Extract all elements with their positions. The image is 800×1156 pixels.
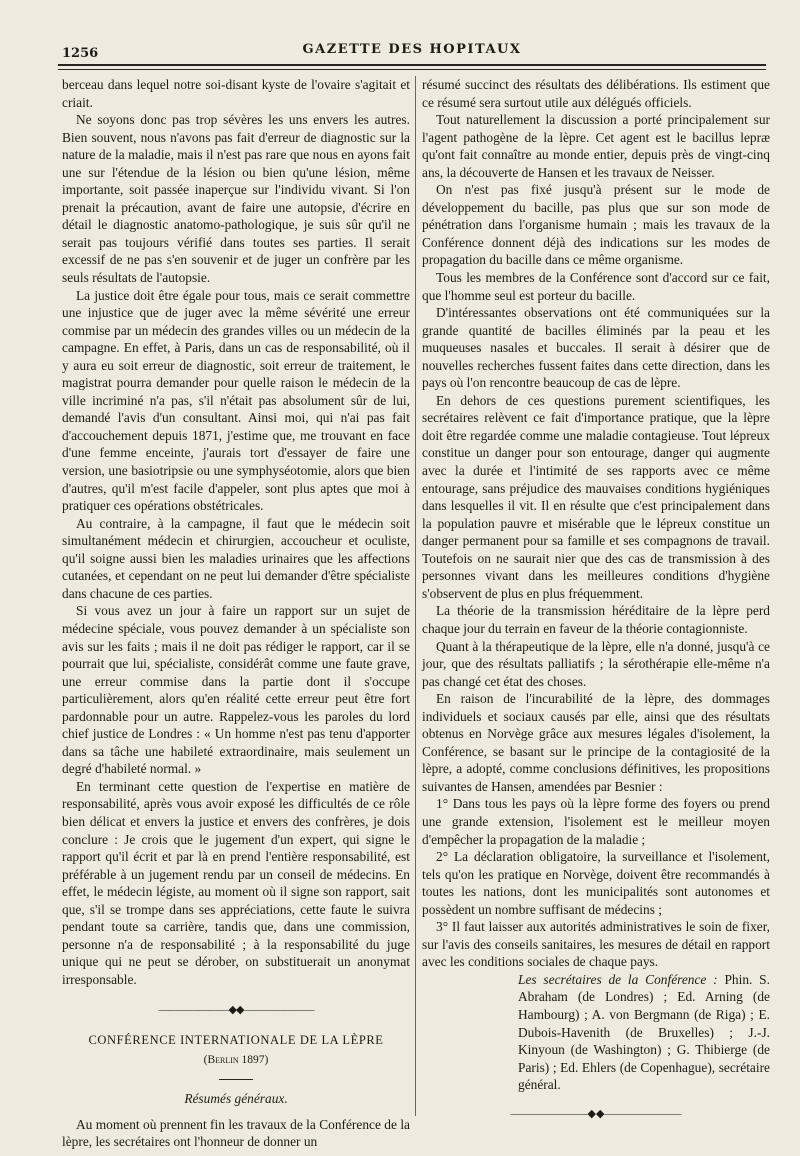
paragraph: Si vous avez un jour à faire un rapport sur un sujet de médecine spéciale, vous pouvez demander à un spécialiste son avis sur les faits ; mais il ne doit pas rédiger le rapport, car il se pourrait que lui, spécialiste, considérât comme une faute grave, une erreur commise dans la partie dont il s'occupe particulièrement, alors qu'en réalité cette erreur peut être fort pardonnable pour un autre. Rappelez-vous les paroles du lord chief justice de Londres : « Un homme n'est pas tenu d'apporter dans sa tâche une habileté extraordinaire, mais seulement un degré d'habileté normal. »: [62, 603, 410, 777]
paragraph: résumé succinct des résultats des délibérations. Ils estiment que ce résumé sera surtout utile aux délégués officiels.: [422, 77, 770, 110]
paragraph: D'intéressantes observations ont été communiquées sur la grande quantité de bacilles éliminés par la peau et les muqueuses nasales et buccales. Il serait à désirer que de nouvelles recherches fussent faites dans cette direction, dans les pays où l'on rencontre beaucoup de cas de lèpre.: [422, 305, 770, 391]
paragraph: Tous les membres de la Conférence sont d'accord sur ce fait, que l'homme seul est porteur du bacille.: [422, 270, 770, 303]
short-rule: [219, 1079, 253, 1080]
paragraph: 3° Il faut laisser aux autorités administratives le soin de fixer, sur l'avis des conseils sanitaires, les mesures de détail en rapport avec les conditions sociales de chaque pays.: [422, 919, 770, 970]
signers: [518, 971, 770, 1094]
paragraph: 2° La déclaration obligatoire, la surveillance et l'isolement, tels qu'on les pratique en Norvège, doivent être recommandés à toutes les nations, dont les municipalités sont autonomes et possèdent un nombre suffisant de médecins ;: [422, 849, 770, 917]
paragraph: En terminant cette question de l'expertise en matière de responsabilité, après vous avoir exposé les difficultés de ce rôle bien délicat et envers la justice et envers des confrères, je dois conclure : Je crois que le jugement d'un expert, qui signe le rapport qu'il écrit et par là en prend l'entière responsabilité, est préférable à un jugement rendu par un conseil de médecins. En effet, le médecin légiste, au moment où il signe son rapport, sait que, s'il se trompe dans ses appréciations, cette faute le suivra pendant toute sa carrière, tandis que, dans une commission, personne n'a de responsabilité ; à la responsabilité du juge unique qui ne peut se dérober, on substituerait un anonymat irresponsable.: [62, 778, 410, 987]
column-divider: [415, 76, 416, 1116]
left-column: [62, 76, 410, 1151]
paragraph: La théorie de la transmission héréditaire de la lèpre perd chaque jour du terrain en faveur de la théorie contagionniste.: [422, 603, 770, 636]
paragraph: Tout naturellement la discussion a porté principalement sur l'agent pathogène de la lèpre. Cet agent est le bacillus lepræ qu'ont fait connaître au monde entier, depuis près de vingt-cinq ans, la découverte de Hansen et les travaux de Neisser.: [422, 112, 770, 180]
paragraph: Au contraire, à la campagne, il faut que le médecin soit simultanément médecin et chirurgien, accoucheur et oculiste, qu'il soigne aussi bien les maladies urinaires que les affections cutanées, et cependant on ne peut lui demander d'être spécialiste dans chacune de ces parties.: [62, 515, 410, 601]
section-location: (Berlin 1897): [203, 1053, 269, 1066]
journal-title: GAZETTE DES HOPITAUX: [302, 42, 522, 57]
section-subhead: Résumés généraux.: [184, 1091, 288, 1107]
signers-label: Les secrétaires de la Conférence :: [518, 971, 718, 987]
paragraph: En dehors de ces questions purement scientifiques, les secrétaires relèvent ce fait d'importance pratique, que la lèpre doit être regardée comme une maladie contagieuse. Tout lépreux constitue un danger pour son entourage, danger qui augmente avec la durée et l'intimité de ses rapports avec ce même entourage, sans préjudice des mauvaises conditions hygiéniques dans lesquelles il vit. Il en résulte que c'est principalement dans la population pauvre et misérable que le lépreux constitue un danger permanent pour sa famille et ses compagnons de travail. Toutefois on ne saurait nier que des cas de transmission à des personnes vivant dans les meilleures conditions d'hygiène s'observent de plus en plus fréquemment.: [422, 392, 770, 601]
header-rule-thin: [58, 69, 766, 70]
section-city: Berlin: [207, 1053, 239, 1066]
right-column: [422, 76, 770, 1123]
header-rule: [58, 64, 766, 66]
signers-list: Phin. S. Abraham (de Londres) ; Ed. Arning (de Hambourg) ; A. von Bergmann (de Riga) ; E. Dubois-Havenith (de Bruxelles) ; J.-J. Kinyoun (de Washington) ; G. Thibierge (de Paris) ; Ed. Ehlers (de Copenhague), secrétaire général.: [518, 971, 770, 1093]
page-number: 1256: [62, 46, 99, 61]
paragraph: Quant à la thérapeutique de la lèpre, elle n'a donné, jusqu'à ce jour, que des résultats palliatifs ; la sérothérapie elle-même n'a pas changé cet état des choses.: [422, 638, 770, 689]
page-header: [58, 38, 766, 62]
paragraph: On n'est pas fixé jusqu'à présent sur le mode de développement du bacille, pas plus que sur son mode de pénétration dans l'organisme humain ; mais les travaux de la Conférence donnent déjà des indications sur les modes de propagation du bacille dans ce même organisme.: [422, 182, 770, 268]
paragraph: Ne soyons donc pas trop sévères les uns envers les autres. Bien souvent, nous n'avons pas fait d'erreur de diagnostic sur la nature de la maladie, mais il n'est pas rare que nous en ayons fait une sur l'étendue de la lésion ou bien qu'une lésion, même importante, soit passée inaperçue sur l'individu vivant. Si l'on prenait la précaution, avant de faire une autopsie, d'écrire en détail le diagnostic anatomo-pathologique, je suis sûr qu'il ne serait pas toujours vérifié dans toutes ses parties. Il serait excessif de ne pas s'en souvenir et de juger un confrère par les seuls résultats de l'autopsie.: [62, 112, 410, 286]
end-separator: ———————◆◆———————: [510, 1107, 682, 1120]
paragraph: Au moment où prennent fin les travaux de la Conférence de la lèpre, les secrétaires ont l'honneur de donner un: [62, 1116, 410, 1150]
paragraph: En raison de l'incurabilité de la lèpre, des dommages individuels et sociaux causés par elle, ainsi que des résultats obtenus en Norvège grâce aux mesures légales d'isolement, la Conférence, se basant sur le principe de la contagiosité de la lèpre, a adopté, comme conclusions définitives, les propositions suivantes de Hansen, amendées par Besnier :: [422, 691, 770, 794]
section-separator: ———————◆◆———————: [158, 1004, 314, 1017]
paragraph: 1° Dans tous les pays où la lèpre forme des foyers ou prend une grande extension, l'isolement est le meilleur moyen d'empêcher la propagation de la maladie ;: [422, 796, 770, 847]
paragraph: berceau dans lequel notre soi-disant kyste de l'ovaire s'agitait et criait.: [62, 77, 410, 110]
section-title: CONFÉRENCE INTERNATIONALE DE LA LÈPRE: [88, 1032, 384, 1047]
paragraph: La justice doit être égale pour tous, mais ce serait commettre une injustice que de juger avec la même sévérité une erreur commise par un médecin des grandes villes ou un médecin de la campagne. En effet, à Paris, dans un cas de responsabilité, où il y aura eu soit erreur de diagnostic, soit erreur de traitement, le magistrat pourra demander pour quelle raison le médecin de la ville incriminé n'a pas, s'il n'était pas absolument sûr de lui, demandé l'avis d'un consultant. Ainsi moi, qui n'ai pas fait d'accouchement depuis 1871, j'estime que, me trouvant en face d'une femme enceinte, j'aurais tort d'essayer de faire une version, une basiotripsie ou une symphyséotomie, alors que bien d'autres, qu'il m'est facile d'appeler, sont plus aptes que moi à pratiquer ces opérations obstétricales.: [62, 287, 410, 514]
section-year: 1897: [241, 1053, 265, 1066]
